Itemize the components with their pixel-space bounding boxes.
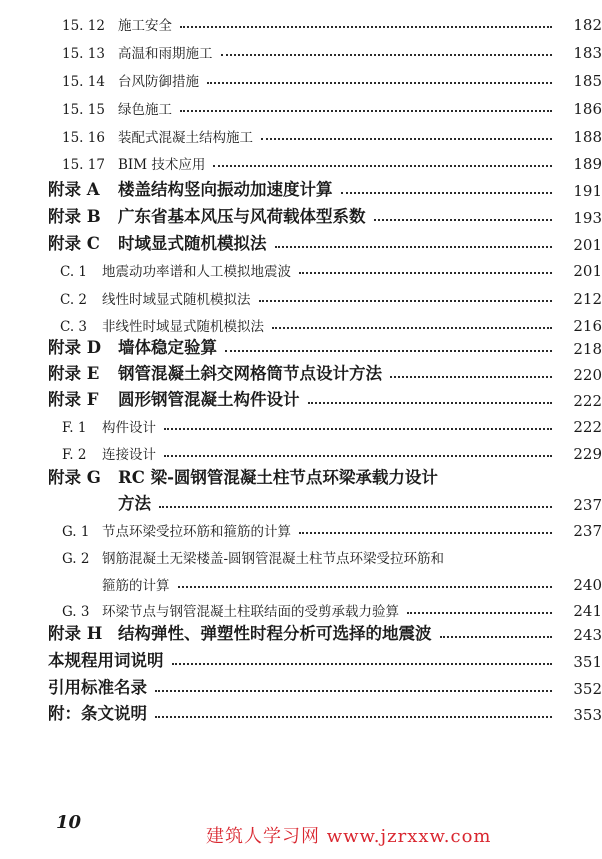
- toc-entry[interactable]: [0, 313, 602, 335]
- entry-title: 圆形钢管混凝土构件设计: [118, 390, 300, 409]
- entry-number: 附录 E: [48, 364, 100, 383]
- leader-dots: [259, 300, 553, 302]
- entry-title: 台风防御措施: [118, 74, 199, 90]
- toc-entry-continuation[interactable]: [0, 492, 602, 514]
- entry-title: 钢管混凝土斜交网格筒节点设计方法: [118, 364, 382, 383]
- toc-entry[interactable]: [0, 178, 602, 200]
- toc-entry[interactable]: [0, 441, 602, 463]
- toc-entry[interactable]: [0, 598, 602, 620]
- entry-page: 243: [573, 626, 602, 644]
- entry-title: 构件设计: [102, 420, 156, 436]
- toc-entry[interactable]: [0, 336, 602, 358]
- entry-title: 地震动功率谱和人工模拟地震波: [102, 264, 291, 280]
- entry-page: 191: [573, 182, 602, 200]
- leader-dots: [374, 219, 553, 221]
- entry-page: 222: [573, 392, 602, 410]
- entry-number: F. 1: [62, 420, 87, 436]
- entry-title: 非线性时域显式随机模拟法: [102, 319, 264, 335]
- entry-number: 附录 B: [48, 207, 101, 226]
- entry-number: 15. 16: [62, 130, 105, 146]
- entry-title: 附：条文说明: [48, 704, 147, 723]
- entry-number: 附录 F: [48, 390, 99, 409]
- entry-number: 附录 A: [48, 180, 100, 199]
- entry-title: 钢筋混凝土无梁楼盖-圆钢管混凝土柱节点环梁受拉环筋和: [102, 551, 445, 567]
- toc-entry[interactable]: [0, 205, 602, 227]
- entry-page: 351: [573, 653, 602, 671]
- entry-title: 线性时域显式随机模拟法: [102, 292, 251, 308]
- entry-number: F. 2: [62, 447, 87, 463]
- entry-page: 212: [573, 290, 602, 308]
- entry-page: 241: [573, 602, 602, 620]
- entry-number: C. 1: [60, 264, 88, 280]
- leader-dots: [180, 26, 552, 28]
- leader-dots: [178, 586, 553, 588]
- entry-number: 15. 17: [62, 157, 105, 173]
- toc-entry[interactable]: [0, 124, 602, 146]
- entry-title: RC 梁-圆钢管混凝土柱节点环梁承载力设计: [118, 468, 438, 487]
- entry-number: 附录 D: [48, 338, 102, 357]
- toc-entry[interactable]: [0, 702, 602, 724]
- entry-number: 附录 C: [48, 234, 100, 253]
- entry-title: 环梁节点与钢管混凝土柱联结面的受剪承载力验算: [102, 604, 399, 620]
- toc-entry[interactable]: [0, 414, 602, 436]
- entry-number: G. 3: [62, 604, 90, 620]
- leader-dots: [390, 376, 552, 378]
- leader-dots: [261, 138, 552, 140]
- entry-page: 183: [573, 44, 602, 62]
- toc-entry[interactable]: [0, 518, 602, 540]
- entry-title: 施工安全: [118, 18, 172, 34]
- leader-dots: [407, 612, 552, 614]
- entry-number: 附录 H: [48, 624, 103, 643]
- toc-entry[interactable]: [0, 649, 602, 671]
- entry-page: 201: [573, 236, 602, 254]
- toc-entry[interactable]: [0, 286, 602, 308]
- entry-page: 222: [573, 418, 602, 436]
- toc-entry[interactable]: [0, 676, 602, 698]
- leader-dots: [275, 246, 553, 248]
- leader-dots: [180, 110, 552, 112]
- leader-dots: [225, 350, 552, 352]
- entry-title: 连接设计: [102, 447, 156, 463]
- entry-number: 15. 12: [62, 18, 105, 34]
- entry-title: 本规程用词说明: [48, 651, 164, 670]
- leader-dots: [207, 82, 552, 84]
- leader-dots: [172, 663, 553, 665]
- toc-entry[interactable]: [0, 68, 602, 90]
- entry-page: 229: [573, 445, 602, 463]
- toc-entry[interactable]: [0, 232, 602, 254]
- entry-number: C. 2: [60, 292, 88, 308]
- toc-entry[interactable]: [0, 12, 602, 34]
- leader-dots: [164, 455, 552, 457]
- entry-page: 185: [573, 72, 602, 90]
- entry-number: 附录 G: [48, 468, 101, 487]
- entry-page: 189: [573, 155, 602, 173]
- entry-number: C. 3: [60, 319, 88, 335]
- entry-number: 15. 13: [62, 46, 105, 62]
- watermark-footer: 建筑人学习网 www.jzrxxw.com: [206, 826, 492, 847]
- entry-page: 216: [573, 317, 602, 335]
- toc-entry[interactable]: [0, 362, 602, 384]
- leader-dots: [155, 690, 552, 692]
- entry-title: 绿色施工: [118, 102, 172, 118]
- toc-entry[interactable]: [0, 151, 602, 173]
- entry-number: 15. 14: [62, 74, 105, 90]
- entry-title: 墙体稳定验算: [118, 338, 217, 357]
- entry-page: 218: [573, 340, 602, 358]
- entry-page: 193: [573, 209, 602, 227]
- entry-page: 186: [573, 100, 602, 118]
- leader-dots: [299, 272, 552, 274]
- entry-page: 352: [573, 680, 602, 698]
- entry-title: BIM 技术应用: [118, 157, 206, 173]
- leader-dots: [308, 402, 553, 404]
- leader-dots: [155, 716, 552, 718]
- entry-page: 182: [573, 16, 602, 34]
- toc-entry[interactable]: [0, 466, 602, 488]
- entry-page: 237: [573, 522, 602, 540]
- entry-page: 237: [573, 496, 602, 514]
- leader-dots: [213, 165, 552, 167]
- toc-entry[interactable]: [0, 96, 602, 118]
- entry-title: 广东省基本风压与风荷载体型系数: [118, 207, 366, 226]
- entry-number: 15. 15: [62, 102, 105, 118]
- leader-dots: [272, 327, 552, 329]
- entry-title: 节点环梁受拉环筋和箍筋的计算: [102, 524, 291, 540]
- toc-entry-continuation[interactable]: [0, 572, 602, 594]
- entry-page: 240: [573, 576, 602, 594]
- leader-dots: [221, 54, 553, 56]
- page-number: 10: [56, 812, 82, 833]
- entry-title: 装配式混凝土结构施工: [118, 130, 253, 146]
- entry-page: 201: [573, 262, 602, 280]
- entry-title: 高温和雨期施工: [118, 46, 213, 62]
- toc-entry[interactable]: [0, 40, 602, 62]
- toc-entry[interactable]: [0, 622, 602, 644]
- entry-title-continuation: 方法: [118, 494, 151, 513]
- leader-dots: [164, 428, 552, 430]
- entry-number: G. 2: [62, 551, 90, 567]
- leader-dots: [299, 532, 552, 534]
- entry-title: 楼盖结构竖向振动加速度计算: [118, 180, 333, 199]
- entry-page: 353: [573, 706, 602, 724]
- entry-title: 引用标准名录: [48, 678, 147, 697]
- entry-number: G. 1: [62, 524, 90, 540]
- toc-entry[interactable]: [0, 388, 602, 410]
- entry-title-continuation: 箍筋的计算: [102, 578, 170, 594]
- leader-dots: [440, 636, 553, 638]
- toc-entry[interactable]: [0, 545, 602, 567]
- toc-entry[interactable]: [0, 258, 602, 280]
- entry-page: 220: [573, 366, 602, 384]
- leader-dots: [159, 506, 552, 508]
- entry-title: 结构弹性、弹塑性时程分析可选择的地震波: [118, 624, 432, 643]
- entry-page: 188: [573, 128, 602, 146]
- leader-dots: [341, 192, 553, 194]
- entry-title: 时域显式随机模拟法: [118, 234, 267, 253]
